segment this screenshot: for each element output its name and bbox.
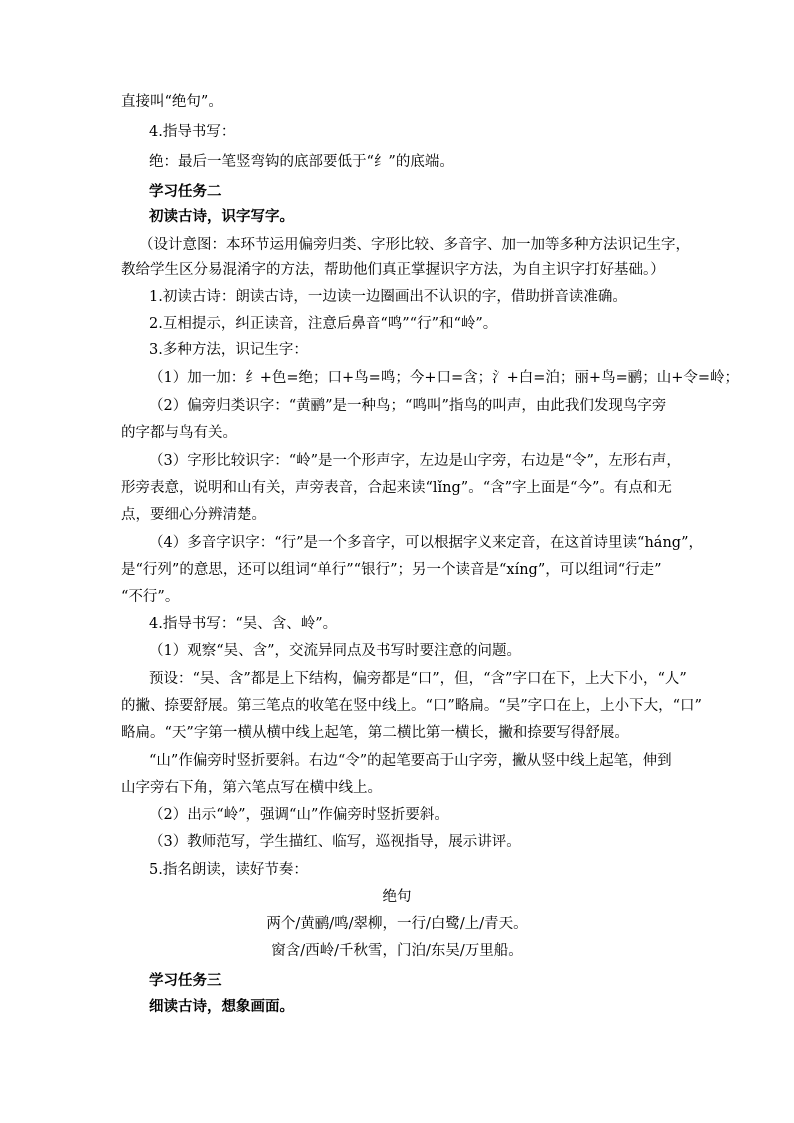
paragraph-line: （4）多音字识字：“行”是一个多音字，可以根据字义来定音，在这首诗里读“háng”， xyxy=(149,535,703,551)
section-heading: 学习任务三 xyxy=(149,972,222,989)
paragraph-line: 预设：“吴、含”都是上下结构，偏旁都是“口”，但，“含”字口在下，上大下小，“人” xyxy=(149,671,687,687)
paragraph-line: 点，要细心分辨清楚。 xyxy=(121,507,266,523)
paragraph-line: 形旁表意，说明和山有关，声旁表音，合起来读“lǐng”。“含”字上面是“今”。有点和无 xyxy=(121,480,672,496)
paragraph-line: 教给学生区分易混淆字的方法，帮助他们真正掌握识字方法，为自主识字打好基础。） xyxy=(121,262,665,278)
paragraph-line: （1）加一加：纟+色=绝；口+鸟=鸣；今+口=含；氵+白=泊；丽+鸟=鹂；山+令=岭； xyxy=(149,370,740,386)
section-heading: 学习任务二 xyxy=(149,183,222,200)
poem-line: 窗含/西岭/千秋雪，门泊/东吴/万里船。 xyxy=(271,943,523,959)
paragraph-line: （3）教师范写，学生描红、临写，巡视指导，展示讲评。 xyxy=(149,834,521,850)
paragraph-line: （设计意图：本环节运用偏旁归类、字形比较、多音字、加一加等多种方法识记生字， xyxy=(139,237,690,253)
paragraph-line: 略扁。“天”字第一横从横中线上起笔，第二横比第一横长，撇和捺要写得舒展。 xyxy=(121,725,629,741)
paragraph-line: （1）观察“吴、含”，交流异同点及书写时要注意的问题。 xyxy=(149,643,522,659)
paragraph-line: “山”作偏旁时竖折要斜。右边“令”的起笔要高于山字旁，撇从竖中线上起笔，伸到 xyxy=(149,753,672,769)
paragraph-line: （2）偏旁归类识字：“黄鹂”是一种鸟；“鸣叫”指鸟的叫声，由此我们发现鸟字旁 xyxy=(149,398,667,414)
paragraph-line: “不行”。 xyxy=(121,589,180,605)
paragraph-line: 的字都与鸟有关。 xyxy=(121,425,237,441)
section-subheading: 初读古诗，识字写字。 xyxy=(149,208,294,225)
poem-line: 两个/黄鹂/鸣/翠柳，一行/白鹭/上/青天。 xyxy=(266,916,528,932)
step-heading: 3.多种方法，识记生字： xyxy=(149,342,308,358)
paragraph-line: 2.互相提示，纠正读音，注意后鼻音“鸣”“行”和“岭”。 xyxy=(149,316,498,332)
section-subheading: 细读古诗，想象画面。 xyxy=(149,998,294,1015)
paragraph-line: 1.初读古诗：朗读古诗，一边读一边圈画出不认识的字，借助拼音读准确。 xyxy=(149,289,627,305)
paragraph-line: （3）字形比较识字：“岭”是一个形声字，左边是山字旁，右边是“令”，左形右声， xyxy=(149,453,681,469)
paragraph-line: 直接叫“绝句”。 xyxy=(121,94,223,110)
step-heading: 4.指导书写： xyxy=(149,124,236,140)
step-heading: 5.指名朗读，读好节奏： xyxy=(149,862,308,878)
poem-title: 绝句 xyxy=(382,889,412,905)
paragraph-line: （2）出示“岭”，强调“山”作偏旁时竖折要斜。 xyxy=(149,807,449,823)
paragraph-line: 的撇、捺要舒展。第三笔点的收笔在竖中线上。“口”略扁。“吴”字口在上，上小下大，“口” xyxy=(121,698,702,714)
paragraph-line: 绝：最后一笔竖弯钩的底部要低于“纟”的底端。 xyxy=(149,154,454,170)
paragraph-line: 山字旁右下角，第六笔点写在横中线上。 xyxy=(121,780,382,796)
step-heading: 4.指导书写：“吴、含、岭”。 xyxy=(149,616,338,632)
paragraph-line: 是“行列”的意思，还可以组词“单行”“银行”；另一个读音是“xíng”，可以组词“行走” xyxy=(121,562,662,578)
